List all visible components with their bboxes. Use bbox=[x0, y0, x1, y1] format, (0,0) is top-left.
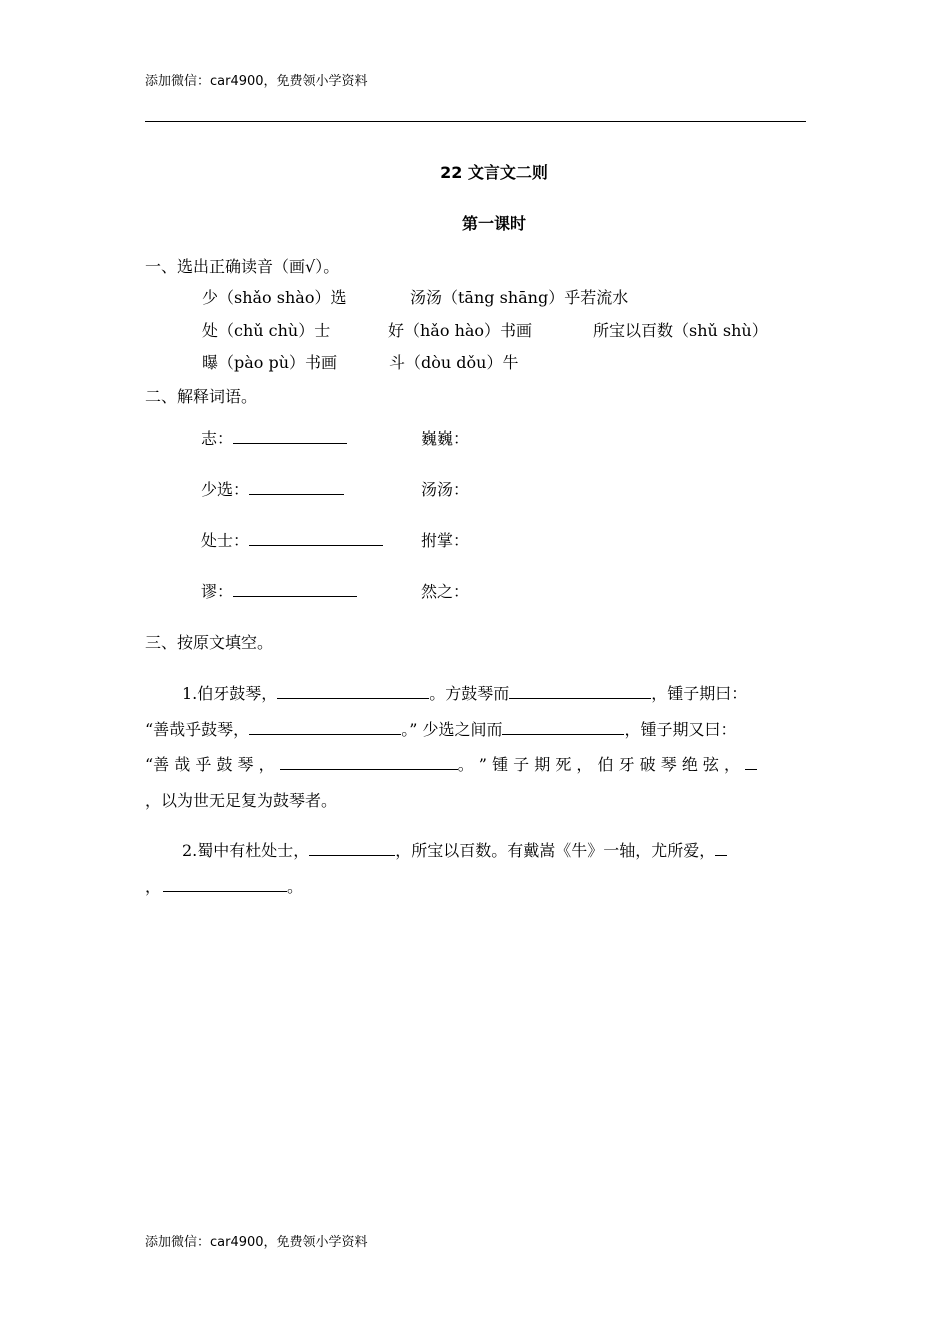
answer-blank[interactable] bbox=[233, 429, 347, 444]
fill-line bbox=[182, 681, 747, 704]
vocab-term: 谬： bbox=[201, 582, 234, 601]
lesson-title: 22 文言文二则 bbox=[440, 163, 548, 182]
vocab-item bbox=[201, 426, 347, 449]
answer-blank[interactable] bbox=[249, 720, 401, 735]
section1-heading: 一、选出正确读音（画√）。 bbox=[145, 257, 340, 276]
text-segment: 。方鼓琴而 bbox=[429, 684, 510, 703]
text-segment: ，锺子期曰： bbox=[651, 684, 748, 703]
text-segment: “善哉乎鼓琴， bbox=[145, 720, 250, 739]
answer-blank[interactable] bbox=[249, 480, 344, 495]
text-segment: 。 bbox=[287, 877, 304, 896]
fill-line bbox=[145, 874, 303, 897]
reading-item: 曝（pào pù）书画 bbox=[202, 353, 338, 372]
reading-item: 好（hǎo hào）书画 bbox=[388, 321, 533, 340]
answer-blank[interactable] bbox=[249, 531, 383, 546]
text-segment: 。 ” 锺 子 期 死 ， 伯 牙 破 琴 绝 弦 ， bbox=[457, 755, 741, 774]
vocab-item bbox=[201, 579, 357, 602]
answer-blank[interactable] bbox=[233, 582, 357, 597]
section3-heading: 三、按原文填空。 bbox=[145, 633, 274, 652]
page-footer: 添加微信：car4900，免费领小学资料 bbox=[145, 1235, 368, 1250]
vocab-item: 然之： bbox=[421, 582, 470, 601]
reading-item: 处（chǔ chù）士 bbox=[202, 321, 331, 340]
reading-item: 汤汤（tāng shāng）乎若流水 bbox=[410, 288, 629, 307]
vocab-item: 汤汤： bbox=[421, 480, 470, 499]
page-header: 添加微信：car4900，免费领小学资料 bbox=[145, 74, 368, 89]
vocab-item: 拊掌： bbox=[421, 531, 470, 550]
vocab-term: 志： bbox=[201, 429, 234, 448]
vocab-item bbox=[201, 477, 344, 500]
fill-line bbox=[145, 752, 757, 775]
text-segment: ，锺子期又曰： bbox=[624, 720, 737, 739]
section2-heading: 二、解释词语。 bbox=[145, 387, 258, 406]
text-segment: 。” 少选之间而 bbox=[401, 720, 503, 739]
text-segment: 1.伯牙鼓琴， bbox=[182, 684, 278, 703]
reading-item: 斗（dòu dǒu）牛 bbox=[389, 353, 519, 372]
text-segment: “善 哉 乎 鼓 琴 ， bbox=[145, 755, 275, 774]
answer-blank[interactable] bbox=[509, 684, 651, 699]
vocab-term: 处士： bbox=[201, 531, 250, 550]
fill-line bbox=[145, 717, 736, 740]
reading-item: 少（shǎo shào）选 bbox=[202, 288, 347, 307]
answer-blank[interactable] bbox=[277, 684, 429, 699]
text-segment: 2.蜀中有杜处士， bbox=[182, 841, 310, 860]
reading-item: 所宝以百数（shǔ shù） bbox=[593, 321, 768, 340]
vocab-term: 少选： bbox=[201, 480, 250, 499]
text-segment: ， bbox=[145, 877, 162, 896]
text-segment: ，所宝以百数。有戴嵩《牛》一轴，尤所爱， bbox=[395, 841, 716, 860]
answer-blank[interactable] bbox=[309, 841, 395, 856]
answer-blank[interactable] bbox=[280, 755, 458, 770]
fill-line bbox=[182, 838, 727, 861]
vocab-item bbox=[201, 528, 383, 551]
vocab-item: 巍巍： bbox=[421, 429, 470, 448]
fill-line: ，以为世无足复为鼓琴者。 bbox=[145, 791, 338, 810]
answer-blank[interactable] bbox=[502, 720, 624, 735]
answer-blank[interactable] bbox=[745, 755, 757, 770]
lesson-subtitle: 第一课时 bbox=[461, 214, 526, 233]
answer-blank[interactable] bbox=[715, 841, 727, 856]
answer-blank[interactable] bbox=[163, 877, 287, 892]
header-divider bbox=[145, 121, 806, 122]
